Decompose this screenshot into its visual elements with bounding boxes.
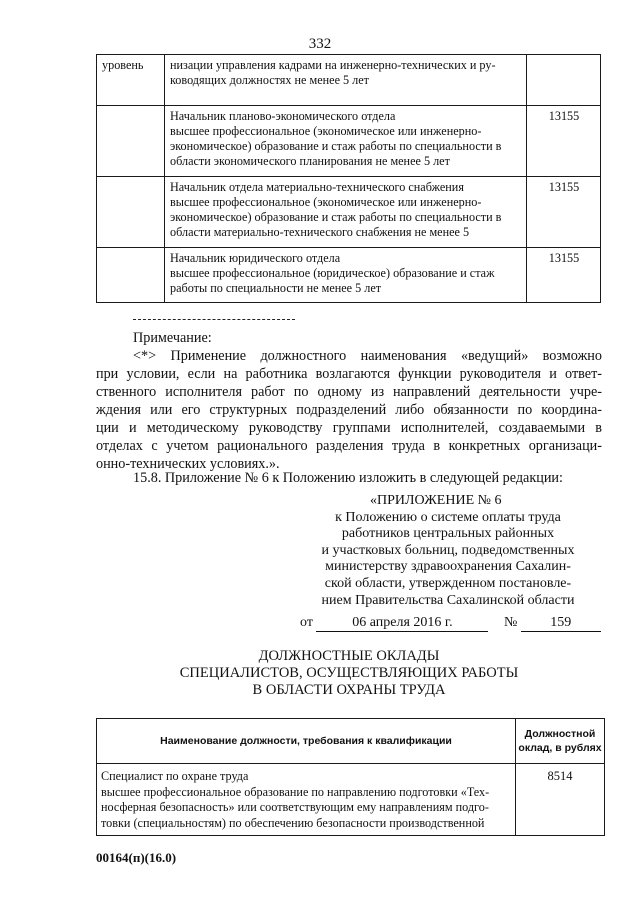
cell-line: высшее профессиональное (экономическое или инженерно- bbox=[170, 124, 482, 138]
appendix-heading bbox=[300, 493, 596, 609]
header-line: Должностной bbox=[524, 728, 596, 740]
appendix-line: «ПРИЛОЖЕНИЕ № 6 bbox=[370, 493, 502, 508]
table-cell-description bbox=[165, 55, 527, 106]
note-line: онно-технических условиях.». bbox=[96, 456, 280, 472]
cell-line: Специалист по охране труда bbox=[101, 769, 249, 783]
table-cell-level bbox=[97, 248, 165, 303]
cell-line: высшее профессиональное (юридическое) образование и стаж bbox=[170, 266, 495, 280]
cell-line: экономическое) образование и стаж работы по специальности в bbox=[170, 139, 502, 153]
table-cell-level bbox=[97, 106, 165, 177]
table-cell-salary: 8514 bbox=[516, 764, 605, 836]
header-salary bbox=[516, 719, 605, 764]
table-cell-description bbox=[97, 764, 516, 836]
number-prefix: № bbox=[503, 615, 518, 630]
table-row bbox=[97, 248, 601, 303]
section-title bbox=[96, 648, 602, 699]
cell-line: товки (специальностям) по обеспечению безопасности производственной bbox=[101, 815, 485, 830]
note-line: ции и методическому руководству группами исполнителей, создаваемыми в bbox=[96, 420, 602, 436]
cell-line: работы по специальности не менее 5 лет bbox=[170, 281, 382, 295]
header-name: Наименование должности, требования к квалификации bbox=[97, 719, 516, 764]
table-cell-description bbox=[165, 177, 527, 248]
table-cell-description bbox=[165, 248, 527, 303]
salary-table-continued bbox=[96, 54, 601, 303]
cell-line: Начальник юридического отдела bbox=[170, 251, 341, 265]
note-text bbox=[96, 347, 602, 473]
table-cell-salary bbox=[527, 55, 601, 106]
note-line: ственного исполнителя работ по одному из направлений деятельности учре- bbox=[96, 384, 602, 400]
resolution-date-line bbox=[300, 615, 596, 632]
cell-line: области экономического планирования не менее 5 лет bbox=[170, 154, 450, 168]
table-header-row bbox=[97, 719, 605, 764]
clause-15-8: 15.8. Приложение № 6 к Положению изложить в следующей редакции: bbox=[133, 470, 563, 486]
title-line: В ОБЛАСТИ ОХРАНЫ ТРУДА bbox=[252, 682, 446, 698]
cell-line: высшее профессиональное (экономическое или инженерно- bbox=[170, 195, 482, 209]
date-prefix: от bbox=[300, 615, 313, 630]
title-line: СПЕЦИАЛИСТОВ, ОСУЩЕСТВЛЯЮЩИХ РАБОТЫ bbox=[179, 665, 519, 681]
resolution-number: 159 bbox=[521, 615, 601, 632]
table-row bbox=[97, 55, 601, 106]
salary-table-labor-safety bbox=[96, 718, 605, 836]
page-number: 332 bbox=[308, 36, 332, 52]
document-code: 00164(п)(16.0) bbox=[96, 850, 177, 865]
table-row bbox=[97, 764, 605, 836]
table-cell-salary: 13155 bbox=[527, 106, 601, 177]
cell-line: низации управления кадрами на инженерно-технических и ру- bbox=[170, 58, 496, 72]
table-cell-salary: 13155 bbox=[527, 248, 601, 303]
table-cell-level bbox=[97, 177, 165, 248]
appendix-line: работников центральных районных bbox=[341, 526, 555, 542]
appendix-line: к Положению о системе оплаты труда bbox=[335, 509, 561, 525]
cell-line: Начальник отдела материально-технического снабжения bbox=[170, 180, 464, 194]
table-row bbox=[97, 177, 601, 248]
note-line: ждения или его структурных подразделений либо обязанности по координа- bbox=[96, 402, 602, 418]
note-line: <*> Применение должностного наименования «ведущий» возможно bbox=[133, 348, 602, 364]
table-cell-description bbox=[165, 106, 527, 177]
title-line: ДОЛЖНОСТНЫЕ ОКЛАДЫ bbox=[258, 648, 440, 664]
note-heading: Примечание: bbox=[133, 330, 212, 346]
appendix-line: министерству здравоохранения Сахалин- bbox=[325, 559, 571, 575]
cell-line: высшее профессиональное образование по направлению подготовки «Тех- bbox=[101, 784, 490, 799]
cell-line: области материально-технического снабжения не менее 5 bbox=[170, 225, 470, 239]
note-line: при условии, если на работника возлагаются функции руководителя и ответ- bbox=[96, 366, 602, 382]
resolution-date: 06 апреля 2016 г. bbox=[316, 615, 488, 632]
table-cell-salary: 13155 bbox=[527, 177, 601, 248]
cell-line: носферная безопасность» или соответствующим ему направлениям подго- bbox=[101, 800, 489, 814]
appendix-line: ской области, утвержденном постановле- bbox=[324, 575, 572, 591]
cell-line: Начальник планово-экономического отдела bbox=[170, 109, 396, 123]
table-cell-level: уровень bbox=[97, 55, 165, 106]
note-line: отделах с учетом рационального разделения труда в конкретных организаци- bbox=[96, 438, 602, 454]
header-line: оклад, в рублях bbox=[518, 742, 602, 754]
cell-line: ководящих должностях не менее 5 лет bbox=[170, 73, 369, 87]
footnote-separator bbox=[133, 319, 295, 320]
appendix-line: нием Правительства Сахалинской области bbox=[321, 592, 575, 608]
table-row bbox=[97, 106, 601, 177]
cell-line: экономическое) образование и стаж работы по специальности в bbox=[170, 210, 502, 224]
appendix-line: и участковых больниц, подведомственных bbox=[321, 542, 575, 558]
